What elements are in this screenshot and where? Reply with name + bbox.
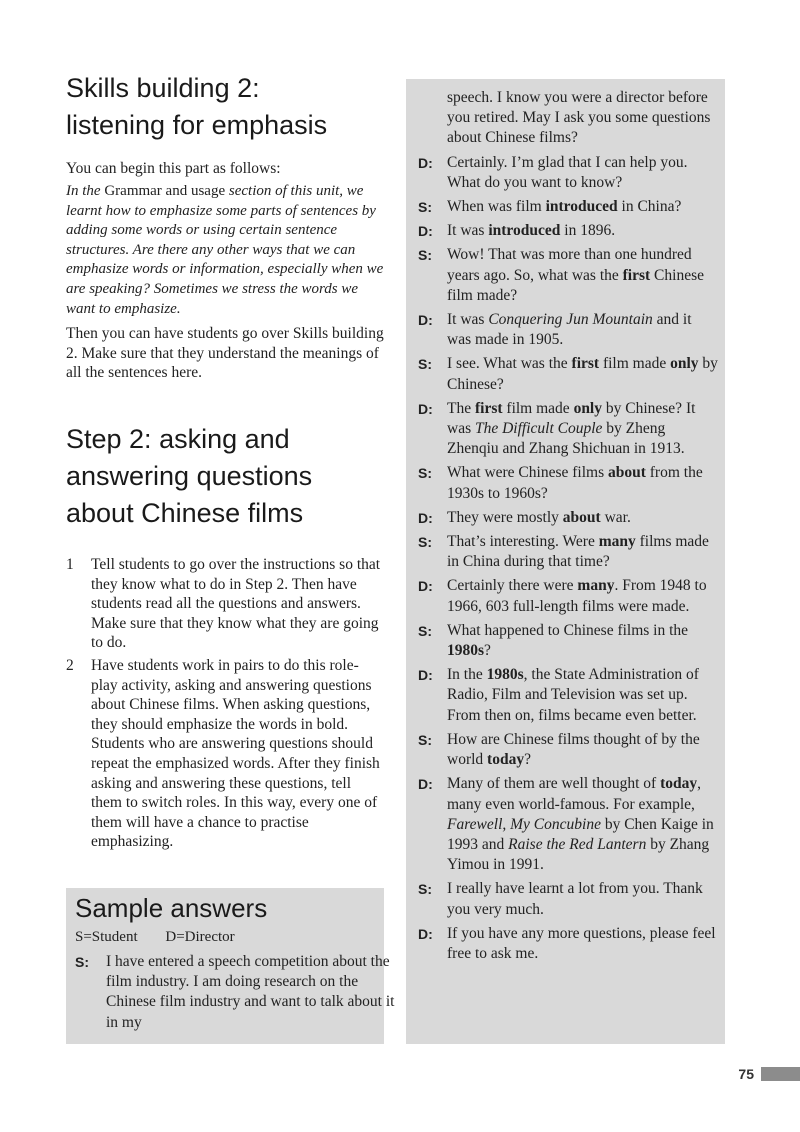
skills-after: Then you can have students go over Skills building 2. Make sure that they understand the meanings of all the sentences here. [66, 325, 384, 381]
dialogue-text [447, 198, 681, 215]
dialogue-text [447, 246, 704, 303]
speaker-label: S: [418, 356, 432, 373]
emphasized-word: only [573, 399, 602, 417]
text-run: . From 1948 to 1966, 603 full-length films were made. [447, 577, 707, 615]
dialogue-line [418, 153, 718, 193]
dialogue-line [418, 532, 718, 572]
list-item [66, 555, 384, 653]
speaker-label: S: [418, 881, 432, 898]
dialogue-line [418, 576, 718, 616]
dialogue-text [447, 880, 703, 917]
text-run: by Chinese? It was [447, 399, 696, 438]
text-run: by Chen Kaige in 1993 and [447, 815, 714, 853]
text-run: ? [484, 642, 491, 660]
step-instructions-list [66, 555, 384, 855]
emphasized-word: first [474, 399, 503, 417]
emphasized-word: about [562, 508, 601, 526]
speaker-label: D: [418, 776, 433, 793]
emphasized-word: 1980s [486, 666, 524, 684]
dialogue-text: speech. I know you were a director before you retired. May I ask you some questions about Chinese films? [447, 89, 711, 147]
speaker-label: S: [418, 247, 432, 264]
text-run: I really have learnt a lot from you. Thank you very much. [447, 880, 703, 918]
text-run: in China? [617, 198, 682, 216]
speaker-legend [75, 928, 235, 947]
dialogue-line [418, 221, 718, 241]
list-item-text: Tell students to go over the instructions so that they know what to do in Step 2. Then have students read all the questions and answers. Make sure that they know what they are going to do. [91, 556, 381, 652]
legend-director: D=Director [165, 929, 235, 945]
text-run: , the State Administration of Radio, Film and Television was set up. From then on, films became even better. [447, 666, 699, 724]
text-run: They were mostly [447, 508, 563, 526]
text-run: in 1896. [560, 222, 616, 240]
dialogue-line [418, 774, 718, 875]
emphasized-word: today [660, 775, 698, 793]
dialogue-text [447, 731, 700, 768]
dialogue-line [418, 621, 718, 661]
text-run: film made [502, 399, 574, 417]
text-run: films made in China during that time? [447, 533, 709, 571]
speaker-label: D: [418, 667, 433, 684]
emphasized-word: only [670, 355, 699, 373]
film-title: The Difficult Couple [474, 420, 603, 438]
dialogue-line [418, 354, 718, 394]
emphasized-word: introduced [488, 222, 561, 240]
legend-student: S=Student [75, 929, 138, 945]
dialogue-text [447, 464, 703, 501]
dialogue-text [447, 666, 699, 723]
dialogue-line [418, 310, 718, 350]
speaker-label: D: [418, 509, 433, 526]
skills-heading-line1: Skills building 2: [66, 73, 260, 103]
emphasized-word: today [487, 751, 525, 769]
text-run: Many of them are well thought of [447, 775, 661, 793]
text-run: It was [447, 311, 489, 329]
speaker-label: D: [418, 578, 433, 595]
speaker-label: D: [418, 223, 433, 240]
emphasized-word: about [607, 464, 646, 482]
dialogue-text [447, 622, 688, 659]
dialogue-text: I have entered a speech competition about the film industry. I am doing research on the Chinese film industry and want to talk about it in my [106, 953, 395, 1031]
text-run: Certainly. I’m glad that I can help you. What do you want to know? [447, 153, 688, 191]
skills-quote-section-name: Grammar and usage [104, 183, 226, 199]
dialogue-line [418, 245, 718, 306]
text-run: film made [599, 355, 671, 373]
text-run: That’s interesting. Were [447, 533, 599, 551]
film-title: Farewell, My Concubine [447, 815, 601, 833]
dialogue-line [418, 730, 718, 770]
list-item-text: Have students work in pairs to do this role-play activity, asking and answering questions about Chinese films. When asking questions, they should emphasize the words in bold. Students who are answering questions should repeat the emphasized words. After they finish asking and answering these questions, tell them to switch roles. In this way, every one of them will have a chance to practise emphasizing. [91, 656, 380, 851]
skills-heading-line2: listening for emphasis [66, 110, 328, 140]
text-run: by Zheng Zhenqiu and Zhang Shichuan in 1913. [447, 420, 685, 458]
dialogue-text [447, 311, 692, 348]
speaker-label: D: [418, 925, 433, 942]
film-title: Conquering Jun Mountain [488, 311, 653, 329]
step-heading-line2: answering questions [66, 461, 313, 491]
emphasized-word: many [577, 577, 615, 595]
dialogue-text [447, 533, 709, 570]
text-run: and it was made in 1905. [447, 311, 692, 349]
dialogue-text [447, 355, 718, 392]
text-run: by Chinese? [447, 355, 718, 393]
text-run: by Zhang Yimou in 1991. [447, 835, 710, 874]
skills-quote [66, 182, 386, 319]
text-run: Wow! That was more than one hundred years ago. So, what was the [447, 246, 692, 284]
text-run: In the [447, 666, 487, 684]
step-heading-line3: about Chinese films [66, 498, 304, 528]
dialogue-text [447, 577, 707, 614]
step-heading [66, 421, 396, 532]
text-run: war. [600, 508, 631, 526]
dialogue-text [447, 222, 615, 239]
dialogue-text [447, 509, 631, 526]
text-run: The [447, 399, 475, 417]
dialogue-line [418, 197, 718, 217]
skills-heading [66, 70, 396, 144]
speaker-label: S: [75, 954, 89, 970]
text-run: ? [524, 751, 531, 769]
list-item [66, 656, 384, 852]
speaker-label: S: [418, 199, 432, 216]
page-number: 75 [738, 1066, 754, 1082]
skills-quote-part1: In the [66, 183, 105, 199]
dialogue-list [418, 88, 718, 968]
emphasized-word: first [571, 355, 600, 373]
text-run: When was film [447, 198, 546, 216]
speaker-label: S: [418, 731, 432, 748]
list-item-number: 2 [66, 656, 74, 674]
dialogue-text [447, 400, 695, 457]
dialogue-line [418, 924, 718, 964]
step-heading-line1: Step 2: asking and [66, 424, 290, 454]
text-run: What were Chinese films [447, 464, 608, 482]
text-run: , many even world-famous. For example, [447, 775, 701, 813]
emphasized-word: many [598, 533, 636, 551]
sample-answers-box [66, 888, 395, 1044]
speaker-label: D: [418, 154, 433, 171]
dialogue-text [447, 775, 714, 873]
speaker-label: S: [418, 465, 432, 482]
emphasized-word: introduced [545, 198, 618, 216]
text-run: What happened to Chinese films in the [447, 621, 689, 639]
speaker-label: S: [418, 622, 432, 639]
skills-quote-part2: section of this unit, we learnt how to emphasize some parts of sentences by adding some words or using certain sentence structures. Are there any other ways that we can emphasize words or information, especially when we are speaking? Sometimes we stress the words we want to emphasize. [66, 183, 384, 317]
text-run: I see. What was the [447, 355, 572, 373]
text-run: Chinese film made? [447, 266, 704, 304]
sample-answers-title: Sample answers [75, 893, 268, 923]
dialogue-line [418, 463, 718, 503]
text-run: from the 1930s to 1960s? [447, 464, 703, 502]
speaker-label: D: [418, 400, 433, 417]
list-item-number: 1 [66, 556, 74, 573]
text-run: It was [447, 222, 489, 240]
text-run: Certainly there were [447, 577, 578, 595]
speaker-label: D: [418, 312, 433, 329]
emphasized-word: 1980s [447, 642, 485, 660]
emphasized-word: first [622, 266, 651, 284]
skills-intro: You can begin this part as follows: [66, 160, 281, 177]
dialogue-line [418, 879, 718, 919]
dialogue-text [447, 925, 716, 962]
speaker-label: S: [418, 534, 432, 551]
dialogue-line [418, 665, 718, 726]
text-run: How are Chinese films thought of by the world [447, 730, 700, 769]
dialogue-continuation [418, 88, 718, 149]
film-title: Raise the Red Lantern [508, 835, 647, 853]
dialogue-line [75, 952, 396, 1033]
dialogue-text [447, 154, 687, 191]
dialogue-line [418, 508, 718, 528]
page-number-bar [761, 1067, 800, 1081]
dialogue-line [418, 399, 718, 460]
text-run: If you have any more questions, please feel free to ask me. [447, 924, 716, 962]
